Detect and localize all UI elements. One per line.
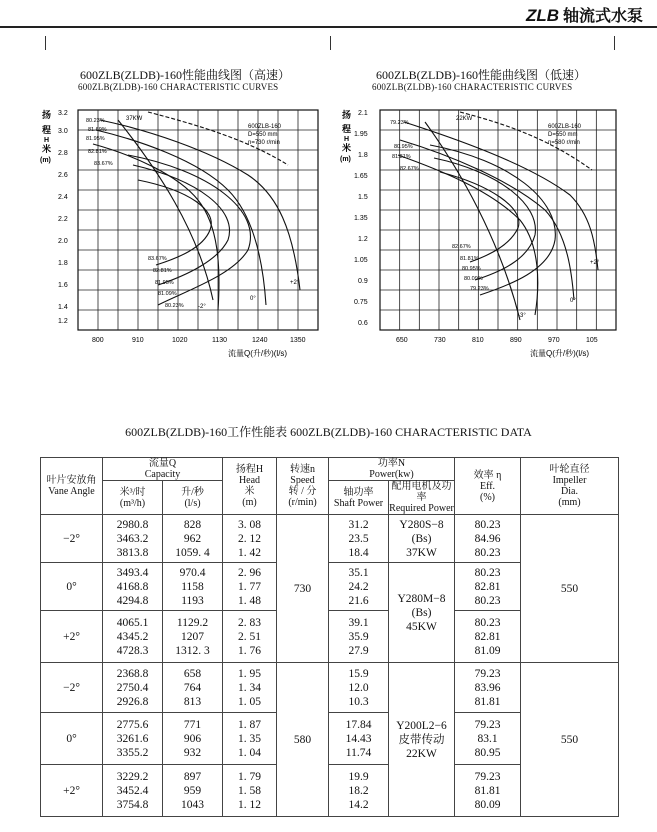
y-tick-label: 2.2 xyxy=(58,216,68,223)
eff-label: 82.81% xyxy=(153,268,172,274)
impeller-cell: 550 xyxy=(521,515,619,663)
shaft-power-header: 轴功率 Shaft Power xyxy=(329,481,389,515)
y-label-char: H xyxy=(44,137,50,144)
angle-label: 0° xyxy=(250,296,256,302)
y-ticks xyxy=(354,110,368,327)
chart-high-speed xyxy=(38,100,328,360)
m3h-cell: 3493.4 4168.8 4294.8 xyxy=(103,563,163,611)
shaft-cell: 39.1 35.9 27.9 xyxy=(329,611,389,663)
spec-line: n=730 r/min xyxy=(248,140,280,146)
eff-label: 80.95% xyxy=(462,266,481,272)
x-axis-label: 流量Q(升/秒)(l/s) xyxy=(530,349,590,358)
ls-cell: 1129.2 1207 1312. 3 xyxy=(163,611,223,663)
crop-mark xyxy=(45,36,46,50)
head-cell: 1. 79 1. 58 1. 12 xyxy=(223,765,277,817)
ls-cell: 771 906 932 xyxy=(163,713,223,765)
motor-cell: Y200L2−6 皮带传动 22KW xyxy=(389,663,455,817)
y-tick-label: 1.2 xyxy=(358,236,368,243)
eff-label: 83.67% xyxy=(148,256,167,262)
x-tick-label: 105 xyxy=(586,337,598,344)
spec-line: 600ZLB-160 xyxy=(548,124,582,130)
capacity-ls-header: 升/秒 (l/s) xyxy=(163,481,223,515)
ls-cell: 970.4 1158 1193 xyxy=(163,563,223,611)
eff-label: 80.23% xyxy=(86,118,105,124)
y-label-char: 米 xyxy=(342,143,352,153)
angle-label: 0° xyxy=(570,298,576,304)
chart-grid xyxy=(78,110,318,330)
eff-label: 79.23% xyxy=(470,286,489,292)
eff-cell: 80.23 82.81 81.09 xyxy=(455,611,521,663)
head-cell: 1. 95 1. 34 1. 05 xyxy=(223,663,277,713)
motor-cell: Y280S−8 (Bs) 37KW xyxy=(389,515,455,563)
characteristic-data-table xyxy=(40,457,619,817)
efficiency-labels-top xyxy=(390,120,419,172)
y-tick-label: 2.0 xyxy=(58,238,68,245)
eff-label: 81.81% xyxy=(392,154,411,160)
m3h-cell: 2368.8 2750.4 2926.8 xyxy=(103,663,163,713)
efficiency-labels-bottom xyxy=(452,244,489,292)
spec-line: n=580 r/min xyxy=(548,140,580,146)
crop-mark xyxy=(614,36,615,50)
required-power-header: 配用电机及功率 Required Power xyxy=(389,481,454,514)
eff-label: 81.09% xyxy=(158,291,177,297)
chart-low-speed xyxy=(330,100,630,360)
x-ticks xyxy=(396,337,598,344)
ls-cell: 658 764 813 xyxy=(163,663,223,713)
y-tick-label: 2.1 xyxy=(358,110,368,117)
m3h-cell: 2775.6 3261.6 3355.2 xyxy=(103,713,163,765)
x-tick-label: 1020 xyxy=(172,337,188,344)
x-tick-label: 1240 xyxy=(252,337,268,344)
eff-label: 82.81% xyxy=(88,149,107,155)
motor-cell: Y280M−8 (Bs) 45KW xyxy=(389,563,455,663)
header-title: ZLB 轴流式水泵 xyxy=(525,6,643,25)
y-label-char: 程 xyxy=(342,124,352,134)
x-tick-label: 970 xyxy=(548,337,560,344)
eff-label: 80.95% xyxy=(394,144,413,150)
crop-mark xyxy=(330,36,331,50)
spec-line: D=550 mm xyxy=(548,132,578,138)
y-tick-label: 1.4 xyxy=(58,304,68,311)
angle-cell: −2° xyxy=(41,515,103,563)
x-tick-label: 1350 xyxy=(290,337,306,344)
eff-label: 82.67% xyxy=(400,166,419,172)
angle-cell: +2° xyxy=(41,611,103,663)
angle-label: +2° xyxy=(290,280,300,286)
angle-label: -3° xyxy=(518,313,526,319)
angle-cell: 0° xyxy=(41,563,103,611)
chart-title-high: 600ZLB(ZLDB)-160性能曲线图（高速） xyxy=(80,68,290,82)
y-tick-label: 1.5 xyxy=(358,194,368,201)
spec-box xyxy=(548,124,582,146)
chart-grid xyxy=(380,110,616,330)
y-label-char: 扬 xyxy=(342,110,352,120)
eff-cell: 80.23 82.81 80.23 xyxy=(455,563,521,611)
y-tick-label: 2.6 xyxy=(58,172,68,179)
y-label-char: H xyxy=(344,136,350,143)
impeller-cell: 550 xyxy=(521,663,619,817)
speed-cell: 730 xyxy=(277,515,329,663)
y-tick-label: 0.9 xyxy=(358,278,368,285)
table-row xyxy=(41,515,619,563)
shaft-cell: 31.2 23.5 18.4 xyxy=(329,515,389,563)
shaft-cell: 17.84 14.43 11.74 xyxy=(329,713,389,765)
y-label-char: 扬 xyxy=(42,110,52,120)
y-tick-label: 2.4 xyxy=(58,194,68,201)
y-label-char: 米 xyxy=(42,144,52,154)
eff-label: 79.23% xyxy=(390,120,409,126)
y-ticks xyxy=(58,128,68,325)
m3h-cell: 3229.2 3452.4 3754.8 xyxy=(103,765,163,817)
chart-title-low: 600ZLB(ZLDB)-160性能曲线图（低速） xyxy=(376,68,586,82)
impeller-header: 叶轮直径 Impeller Dia. (mm) xyxy=(521,458,619,515)
eff-label: 80.23% xyxy=(165,303,184,309)
x-axis-label: 流量Q(升/秒)(l/s) xyxy=(228,349,288,358)
head-cell: 2. 83 2. 51 1. 76 xyxy=(223,611,277,663)
speed-header: 转速n Speed 转 / 分 (r/min) xyxy=(277,458,329,515)
y-tick-label: 1.05 xyxy=(354,257,368,264)
eff-label: 81.95% xyxy=(86,136,105,142)
head-cell: 2. 96 1. 77 1. 48 xyxy=(223,563,277,611)
y-tick-label: 1.95 xyxy=(354,131,368,138)
efficiency-labels-top xyxy=(86,118,113,167)
table-row xyxy=(41,663,619,713)
spec-box xyxy=(248,124,282,146)
head-curve xyxy=(96,130,266,305)
shaft-cell: 15.9 12.0 10.3 xyxy=(329,663,389,713)
y-tick-label: 2.8 xyxy=(58,150,68,157)
eff-label: 81.95% xyxy=(155,280,174,286)
page-header xyxy=(0,0,657,28)
angle-label: -2° xyxy=(198,304,206,310)
eff-label: 82.67% xyxy=(452,244,471,250)
power-header: 功率N Power(kw) xyxy=(329,458,455,481)
spec-line: D=550 mm xyxy=(248,132,278,138)
x-tick-label: 800 xyxy=(92,337,104,344)
eff-cell: 79.23 83.96 81.81 xyxy=(455,663,521,713)
x-tick-label: 810 xyxy=(472,337,484,344)
eff-label: 81.81% xyxy=(460,256,479,262)
x-tick-label: 650 xyxy=(396,337,408,344)
y-tick-label: 1.2 xyxy=(58,318,68,325)
chart-subtitle-high: 600ZLB(ZLDB)-160 CHARACTERISTIC CURVES xyxy=(78,82,279,92)
eff-label: 80.09% xyxy=(464,276,483,282)
spec-line: 600ZLB-160 xyxy=(248,124,282,130)
m3h-cell: 4065.1 4345.2 4728.3 xyxy=(103,611,163,663)
y-axis-label xyxy=(340,109,351,163)
head-header: 扬程H Head 米 (m) xyxy=(223,458,277,515)
x-tick-label: 1130 xyxy=(212,337,228,344)
eff-contour xyxy=(138,180,211,265)
shaft-cell: 19.9 18.2 14.2 xyxy=(329,765,389,817)
shaft-cell: 35.1 24.2 21.6 xyxy=(329,563,389,611)
table-title: 600ZLB(ZLDB)-160工作性能表 600ZLB(ZLDB)-160 CHARACTERISTIC DATA xyxy=(125,425,532,439)
ls-cell: 897 959 1043 xyxy=(163,765,223,817)
x-ticks xyxy=(92,337,306,344)
y-tick-label: 0.6 xyxy=(358,320,368,327)
head-cell: 3. 08 2. 12 1. 42 xyxy=(223,515,277,563)
power-label: 37KW xyxy=(126,116,143,122)
y-tick-label: 3.2 xyxy=(58,110,68,117)
y-tick-label: 1.65 xyxy=(354,173,368,180)
chart-subtitle-low: 600ZLB(ZLDB)-160 CHARACTERISTIC CURVES xyxy=(372,82,573,92)
y-label-char: 程 xyxy=(42,125,52,135)
m3h-cell: 2980.8 3463.2 3813.8 xyxy=(103,515,163,563)
eff-contour xyxy=(133,165,230,285)
x-tick-label: 730 xyxy=(434,337,446,344)
eff-label: 83.67% xyxy=(94,161,113,167)
y-label-char: (m) xyxy=(40,157,51,164)
capacity-header: 流量Q Capacity xyxy=(103,458,223,481)
eff-cell: 79.23 81.81 80.09 xyxy=(455,765,521,817)
angle-cell: 0° xyxy=(41,713,103,765)
y-tick-label: 1.8 xyxy=(358,152,368,159)
capacity-m3h-header: 米³/时 (m³/h) xyxy=(103,481,163,515)
power-label: 22KW xyxy=(456,116,473,122)
y-tick-label: 1.6 xyxy=(58,282,68,289)
angle-cell: +2° xyxy=(41,765,103,817)
head-cell: 1. 87 1. 35 1. 04 xyxy=(223,713,277,765)
eff-label: 81.69% xyxy=(88,127,107,133)
y-label-char: (m) xyxy=(340,156,351,163)
y-tick-label: 3.0 xyxy=(58,128,68,135)
angle-labels xyxy=(198,280,300,310)
eff-cell: 79.23 83.1 80.95 xyxy=(455,713,521,765)
y-tick-label: 0.75 xyxy=(354,299,368,306)
speed-cell: 580 xyxy=(277,663,329,817)
ls-cell: 828 962 1059. 4 xyxy=(163,515,223,563)
eff-contour xyxy=(430,145,555,295)
x-tick-label: 910 xyxy=(132,337,144,344)
y-tick-label: 1.8 xyxy=(58,260,68,267)
x-tick-label: 890 xyxy=(510,337,522,344)
y-tick-label: 1.35 xyxy=(354,215,368,222)
angle-cell: −2° xyxy=(41,663,103,713)
eff-contour xyxy=(434,158,535,280)
vane-angle-header: 叶片安放角 Vane Angle xyxy=(41,458,103,515)
angle-label: +2° xyxy=(590,260,600,266)
y-axis-label xyxy=(40,109,51,164)
efficiency-header: 效率 η Eff. (%) xyxy=(455,458,521,515)
eff-cell: 80.23 84.96 80.23 xyxy=(455,515,521,563)
